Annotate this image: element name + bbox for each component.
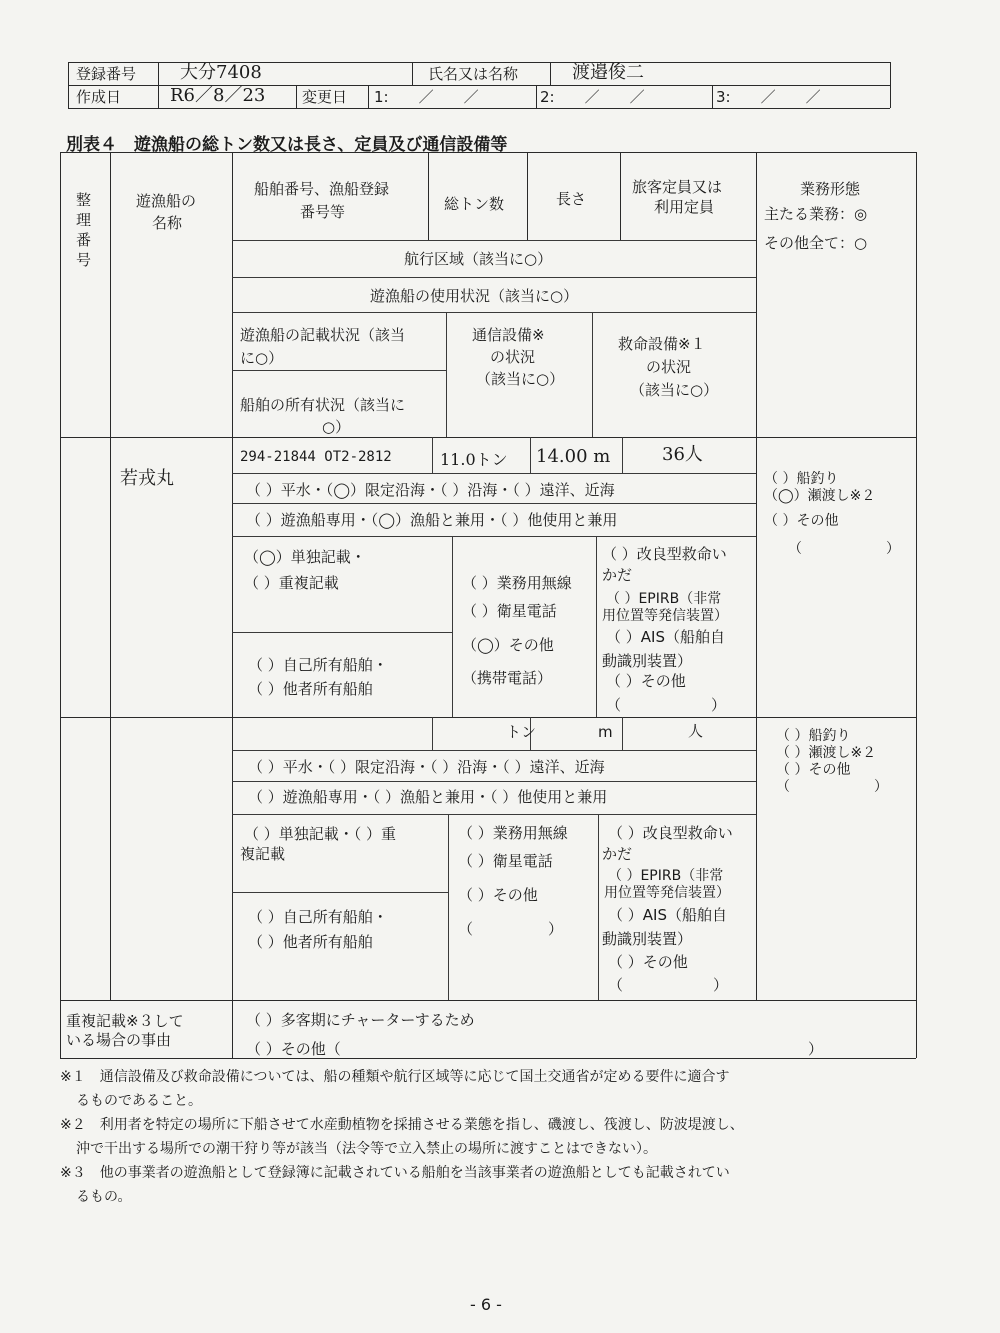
row2-length-unit: m	[598, 723, 613, 741]
row1-life-2: かだ	[602, 566, 633, 584]
capacity-label-1: 旅客定員又は	[632, 178, 723, 196]
row1-comm-2: （ ）衛星電話	[462, 602, 557, 620]
changed-label: 変更日	[302, 88, 348, 106]
vessel-name-label-1: 遊漁船の	[136, 192, 197, 210]
row2-tonnage-unit: トン	[506, 723, 537, 741]
created-value: R6／8／23	[170, 85, 266, 106]
row1-tonnage: 11.0トン	[440, 450, 508, 469]
vessel-name-label-2: 名称	[152, 214, 183, 232]
navigation-area-label: 航行区域（該当に○）	[404, 250, 553, 268]
row2-own-2: （ ）他者所有船舶	[248, 933, 373, 951]
ship-no-label-1: 船舶番号、漁船登録	[254, 180, 390, 198]
row2-business-2: （ ）瀬渡し※２	[776, 745, 877, 761]
row2-life-5: （ ）AIS（船舶自	[608, 906, 727, 924]
note-1-line-1: ※１ 通信設備及び救命設備については、船の種類や航行区域等に応じて国土交通省が定める要件に適合す	[60, 1069, 730, 1085]
note-2-line-1: ※２ 利用者を特定の場所に下船させて水産動植物を採捕させる業態を指し、磯渡し、筏渡し、防波堤渡し、	[60, 1117, 744, 1133]
row2-life-8: （ ）	[608, 976, 729, 994]
business-label-3: その他全て：○	[764, 234, 868, 252]
length-label: 長さ	[556, 190, 587, 208]
lifesaving-label-2: の状況	[646, 358, 692, 376]
row2-business-1: （ ）船釣り	[776, 728, 851, 744]
record-status-label-2: に○）	[240, 349, 284, 367]
lifesaving-label-3: （該当に○）	[630, 381, 719, 399]
duplicate-label-2: いる場合の事由	[66, 1031, 172, 1049]
row1-record-1: （◯）単独記載・	[244, 548, 366, 566]
note-2-line-2: 沖で干出する場所での潮干狩り等が該当（法令等で立入禁止の場所に渡すことはできない）。	[76, 1141, 657, 1157]
note-1-line-2: るものであること。	[76, 1093, 202, 1109]
row1-life-3: （ ）EPIRB（非常	[606, 591, 722, 607]
row1-comm-4: （携帯電話）	[462, 669, 553, 687]
row1-usage: （ ）遊漁船専用・（◯）漁船と兼用・（ ）他使用と兼用	[246, 511, 618, 529]
row2-comm-2: （ ）衛星電話	[458, 852, 553, 870]
row1-capacity: 36人	[662, 444, 703, 465]
row2-life-6: 動識別装置）	[602, 930, 693, 948]
row2-comm-3: （ ）その他	[458, 886, 538, 904]
row2-business-3: （ ）その他	[776, 762, 851, 778]
page-number: - 6 -	[470, 1295, 502, 1314]
usage-status-label: 遊漁船の使用状況（該当に○）	[370, 287, 579, 305]
row2-life-7: （ ）その他	[608, 953, 688, 971]
row1-business-3: （ ）その他	[764, 513, 839, 529]
row1-comm-1: （ ）業務用無線	[462, 574, 572, 592]
row2-usage: （ ）遊漁船専用・（ ）漁船と兼用・（ ）他使用と兼用	[248, 788, 608, 806]
row1-life-1: （ ）改良型救命い	[602, 545, 727, 563]
row1-vessel-name: 若戎丸	[120, 468, 174, 489]
row1-comm-3: （◯）その他	[462, 636, 554, 654]
duplicate-option-2: （ ）その他（	[246, 1040, 341, 1058]
row1-life-7: （ ）その他	[606, 672, 686, 690]
note-3-line-2: るもの。	[76, 1189, 132, 1205]
created-label: 作成日	[76, 88, 122, 106]
change-1: 1: ／ ／	[374, 88, 479, 106]
row1-ship-no: 294-21844 OT2-2812	[240, 449, 392, 465]
page-title: 別表４ 遊漁船の総トン数又は長さ、定員及び通信設備等	[66, 135, 508, 155]
row2-area: （ ）平水・（ ）限定沿海・（ ）沿海・（ ）遠洋、近海	[248, 758, 605, 776]
row2-life-3: （ ）EPIRB（非常	[608, 868, 724, 884]
row1-life-8: （ ）	[606, 696, 727, 714]
lifesaving-label-1: 救命設備※１	[618, 335, 706, 353]
duplicate-label-1: 重複記載※３して	[66, 1012, 184, 1030]
row2-comm-4: （ ）	[458, 920, 564, 938]
row1-business-2: （◯）瀬渡し※２	[764, 488, 876, 504]
row1-record-2: （ ）重複記載	[244, 574, 339, 592]
business-label-2: 主たる業務：◎	[764, 205, 868, 223]
note-3-line-1: ※３ 他の事業者の遊漁船として登録簿に記載されている船舶を当該事業者の遊漁船としても記載されてい	[60, 1165, 730, 1181]
row2-life-4: 用位置等発信装置）	[604, 885, 730, 901]
row2-capacity-unit: 人	[688, 722, 704, 740]
row1-life-5: （ ）AIS（船舶自	[606, 628, 725, 646]
row1-business-1: （ ）船釣り	[764, 471, 839, 487]
name-label: 氏名又は名称	[428, 65, 519, 83]
row2-own-1: （ ）自己所有船舶・	[248, 908, 388, 926]
row1-life-4: 用位置等発信装置）	[602, 608, 728, 624]
row1-own-2: （ ）他者所有船舶	[248, 680, 373, 698]
row1-life-6: 動識別装置）	[602, 652, 693, 670]
row2-life-2: かだ	[602, 845, 633, 863]
comm-label-1: 通信設備※	[472, 326, 545, 344]
row1-length: 14.00 m	[536, 446, 611, 467]
duplicate-option-1: （ ）多客期にチャーターするため	[246, 1011, 475, 1029]
row2-record-2: 複記載	[240, 845, 286, 863]
row1-own-1: （ ）自己所有船舶・	[248, 656, 388, 674]
comm-label-3: （該当に○）	[476, 370, 565, 388]
reg-no-value: 大分7408	[180, 62, 262, 83]
row1-area: （ ）平水・（◯）限定沿海・（ ）沿海・（ ）遠洋、近海	[246, 481, 615, 499]
row2-record-1: （ ）単独記載・（ ）重	[244, 825, 397, 843]
row1-business-4: （ ）	[788, 541, 900, 557]
record-status-label-1: 遊漁船の記載状況（該当	[240, 326, 406, 344]
ownership-label-1: 船舶の所有状況（該当に	[240, 396, 406, 414]
reg-no-label: 登録番号	[76, 65, 137, 83]
comm-label-2: の状況	[490, 348, 536, 366]
row2-business-4: （ ）	[776, 779, 888, 795]
business-label-1: 業務形態	[800, 180, 861, 198]
row2-comm-1: （ ）業務用無線	[458, 824, 568, 842]
gross-tonnage-label: 総トン数	[444, 195, 505, 213]
name-value: 渡邉俊二	[572, 62, 644, 83]
change-3: 3: ／ ／	[716, 88, 821, 106]
seq-no-label: 整理番号	[76, 191, 92, 269]
duplicate-option-2-close: ）	[808, 1040, 824, 1058]
change-2: 2: ／ ／	[540, 88, 645, 106]
ownership-label-2: ○）	[322, 418, 351, 436]
ship-no-label-2: 番号等	[300, 203, 346, 221]
row2-life-1: （ ）改良型救命い	[608, 824, 733, 842]
capacity-label-2: 利用定員	[654, 198, 715, 216]
